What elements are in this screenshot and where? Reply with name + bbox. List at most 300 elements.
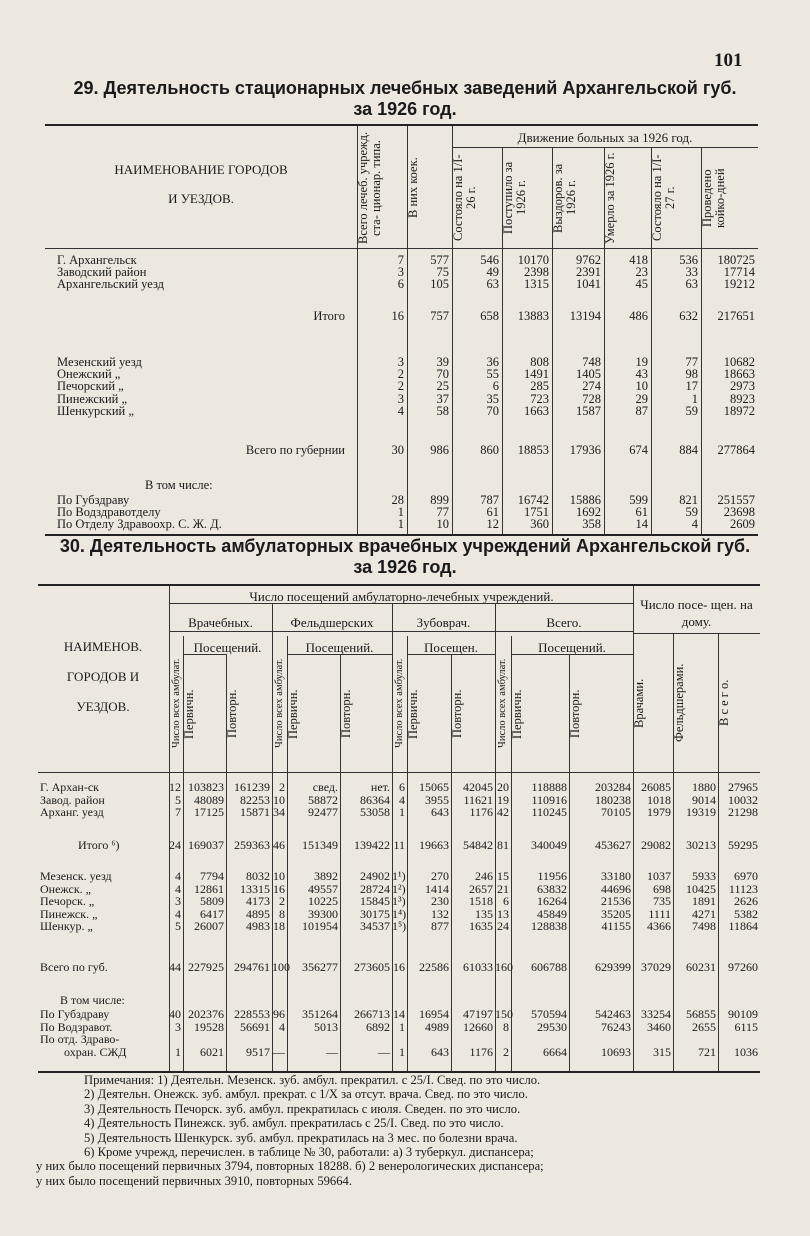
table-cell: 63 [486,277,499,292]
row-name: Печорск. „ [40,894,95,909]
table-cell: 12861 [194,881,224,896]
table-cell: 54842 [463,838,493,852]
table-cell: 19663 [419,838,449,852]
table-cell: 100 [272,960,290,974]
table-cell: 2609 [730,517,755,532]
table-cell: 58872 [308,792,338,807]
table-cell: 2626 [734,894,758,909]
table-cell: 2973 [730,379,755,394]
table30-visits-head: Посещений. [538,640,606,655]
table-cell: 86364 [360,792,390,807]
table-cell: 13194 [569,309,601,323]
table-cell: 27965 [728,780,758,794]
table-cell: 20 [497,780,509,794]
table-cell: 36 [486,355,499,369]
table30-repeat-head: Повторн. [450,689,464,739]
table-cell: 110245 [531,805,567,820]
row-name: По Отделу Здравоохр. С. Ж. Д. [57,517,222,532]
row-name: Пинежский „ [57,391,128,406]
table-cell: 30175 [360,906,390,921]
table-cell: 18 [273,919,285,934]
table-cell: 2655 [692,1019,716,1034]
table-cell: 55 [486,367,499,382]
table30-group-head: Зубоврач. [416,615,471,630]
table-cell: 10693 [601,1044,631,1059]
table-cell: 3 [397,391,404,406]
row-name: Завод. район [40,792,105,807]
table-row [45,266,758,278]
table-cell: 723 [530,391,549,406]
table-cell: 56855 [686,1007,716,1021]
table-cell: 16742 [517,493,549,507]
table-cell: 259363 [234,838,270,852]
table-cell: 4 [397,403,404,418]
table-cell: 2 [279,780,285,794]
table30-count-head: Число всех амбулат. [497,658,508,748]
table-cell: 1 [399,805,405,820]
table-cell: 10 [436,517,449,532]
table-row [45,405,758,417]
table30-primary-head: Первичн. [182,689,196,739]
page-number: 101 [714,50,743,71]
table-cell: 6417 [200,906,224,921]
row-name: Мезенск. уезд [40,869,112,883]
table-row [38,1046,760,1058]
table-row [38,870,760,882]
table-cell: 118888 [531,780,567,794]
table-cell: 10682 [723,355,755,369]
row-name: По Губздраву [57,493,130,507]
table-cell: 98 [685,367,698,382]
table-cell: 6664 [543,1044,567,1059]
table-cell: 45849 [537,906,567,921]
table-cell: 15 [497,869,509,883]
note-line: 6) Кроме учрежд, перечислен. в таблице № 30, работали: а) 3 туберкул. диспансера; [84,1145,534,1160]
table-cell: 340049 [531,838,567,852]
table-cell: 643 [431,1044,449,1059]
table-cell: 12660 [463,1019,493,1034]
table30-title [20,536,790,578]
table-cell: 16264 [537,894,567,909]
table-row [45,278,758,290]
table-cell: 2391 [576,265,601,280]
row-name: Итого [313,309,345,323]
table-cell: 9762 [576,253,601,267]
row-name: По Губздраву [40,1007,110,1021]
table-cell: 1891 [692,894,716,909]
table-row [45,356,758,368]
table-cell: 21298 [728,805,758,820]
table30-head-name [38,636,168,718]
table-cell: 3 [397,355,404,369]
table-cell: 24902 [360,869,390,883]
table-cell: 63 [685,277,698,292]
table-cell: 6021 [200,1044,224,1059]
table-cell: 274 [582,379,601,394]
table-cell: 59 [685,505,698,520]
table-cell: 87 [635,403,648,418]
table30-header-rule [38,772,760,773]
note-line: 5) Деятельность Шенкурск. зуб. амбул. прекратилась на 3 мес. по болезни врача. [84,1130,518,1145]
table-cell: 14 [393,1007,405,1021]
table-cell: 1²) [392,881,406,896]
table30-head-name-3: УЕЗДОВ. [76,699,130,714]
table-cell: — [378,1044,390,1059]
table-cell: свед. [312,780,338,794]
table29-subhead: Проведено койко-дней [700,168,727,228]
table-cell: 698 [653,881,671,896]
table-cell: 453627 [595,838,631,852]
table-cell: 6 [397,277,404,292]
table-row [45,393,758,405]
table-cell: 1176 [469,805,493,820]
table-cell: 41155 [601,919,631,934]
table-cell: 135 [475,906,493,921]
table-cell: 70105 [601,805,631,820]
table-cell: 266713 [354,1007,390,1021]
table29-title [20,78,790,120]
table-cell: 5809 [200,894,224,909]
table-cell: 59295 [728,838,758,852]
table30-head-name-1: НАИМЕНОВ. [63,639,143,654]
table-cell: 12 [486,517,499,532]
table30-repeat-head: Повторн. [225,689,239,739]
table30-header-rule [169,603,633,604]
table-cell: 599 [629,493,648,507]
table-cell: 1036 [734,1044,758,1059]
table-cell: 37029 [641,960,671,974]
table-cell: 8 [503,1019,509,1034]
table-cell: 11864 [728,919,758,934]
table-cell: 4 [399,792,405,807]
table-cell: 358 [582,517,601,532]
table-cell: 315 [653,1044,671,1059]
table-cell: 15871 [240,805,270,820]
table-cell: 860 [480,443,499,457]
table-cell: — [326,1044,338,1059]
table-cell: 19212 [723,277,755,292]
table-cell: 61033 [463,960,493,974]
table-cell: 35205 [601,906,631,921]
table-cell: 1037 [647,869,671,883]
table-cell: 103823 [188,780,224,794]
table29 [45,124,758,536]
table-cell: 97260 [728,960,758,974]
table30-count-head: Число всех амбулат. [274,658,285,748]
table-row [38,994,760,1006]
table-cell: 44 [169,960,181,974]
table30-visits-head: Посещений. [305,640,374,655]
table-cell: 536 [679,253,698,267]
table-cell: 1111 [648,906,671,921]
table29-header-rule [45,248,758,249]
table29-subhead: Поступило за 1926 г. [501,161,528,235]
table-cell: 4 [279,1019,285,1034]
table-cell: 92477 [308,805,338,820]
table-cell: 4 [175,869,181,883]
table-cell: 3892 [314,869,338,883]
table-cell: 1 [175,1044,181,1059]
table-cell: нет. [370,780,390,794]
table-cell: 8032 [246,869,270,883]
table-cell: 246 [475,869,493,883]
table-cell: 17714 [723,265,755,280]
table-cell: 58 [436,403,449,418]
table-cell: 29530 [537,1019,567,1034]
table-cell: 28724 [360,881,390,896]
table-cell: 986 [430,443,449,457]
table-cell: 7794 [200,869,224,883]
table-row [38,961,760,973]
table29-title-line2: за 1926 год. [353,99,457,119]
table-cell: 4271 [692,906,716,921]
table-cell: 6 [492,379,499,394]
table-row [38,883,760,895]
table-row [45,368,758,380]
table-cell: 11 [393,838,405,852]
table-cell: 4983 [246,919,270,934]
table-cell: 18853 [517,443,549,457]
table-cell: 13883 [517,309,549,323]
table-cell: 5013 [314,1019,338,1034]
table-cell: 3955 [425,792,449,807]
table-cell: 1018 [647,792,671,807]
table-cell: 1405 [576,367,601,382]
table-row [38,794,760,806]
table-cell: 29082 [641,838,671,852]
table29-subhead: Умерло за 1926 г. [603,152,617,244]
table-cell: 81 [497,838,509,852]
table-cell: 56691 [240,1019,270,1034]
table-cell: 48089 [194,792,224,807]
table-cell: 418 [629,253,648,267]
table-cell: 1635 [469,919,493,934]
table29-col-line [407,126,408,534]
table-cell: 21536 [601,894,631,909]
table-cell: 10032 [728,792,758,807]
table-cell: 10 [635,379,648,394]
row-name: По Водзравот. [40,1019,113,1034]
table30-home-head: В с е г о. [717,679,731,727]
table-cell: 4 [175,906,181,921]
table-cell: 21 [497,881,509,896]
table-cell: 70 [486,403,499,418]
table-cell: 629399 [595,960,631,974]
row-name: Мезенский уезд [57,355,142,369]
table-cell: 899 [430,493,449,507]
table-cell: 1315 [524,277,549,292]
table29-head-name-2: И УЕЗДОВ. [168,191,234,206]
table-cell: 1 [399,1044,405,1059]
table29-head-beds: В них коек. [406,157,420,219]
table-cell: 6892 [366,1019,390,1034]
table-cell: 49557 [308,881,338,896]
table-cell: 273605 [354,960,390,974]
table-cell: 10170 [517,253,549,267]
table30 [38,584,760,1073]
table-cell: 3 [175,1019,181,1034]
table-cell: 1¹) [392,869,406,883]
table-cell: 202376 [188,1007,224,1021]
table-cell: 7 [175,805,181,820]
table-cell: 787 [480,493,499,507]
table-cell: 228553 [234,1007,270,1021]
table-cell: 4366 [647,919,671,934]
row-name: Шенкур. „ [40,919,93,934]
table-cell: 77 [685,355,698,369]
table-cell: 217651 [717,309,755,323]
table-cell: 1 [691,391,698,406]
table-cell: 49 [486,265,499,280]
table-row [45,444,758,456]
table-cell: 44696 [601,881,631,896]
table-row [45,479,758,491]
table-cell: 47197 [463,1007,493,1021]
table-cell: 1⁴) [392,906,407,921]
table-cell: 18972 [723,403,755,418]
table-cell: 70 [436,367,449,382]
table-cell: 24 [497,919,509,934]
table-cell: 39300 [308,906,338,921]
table-cell: 7498 [692,919,716,934]
table-cell: 11123 [728,881,758,896]
table-cell: 1 [397,505,404,520]
table-cell: 17125 [194,805,224,820]
table-cell: 4173 [246,894,270,909]
table-cell: 821 [679,493,698,507]
table30-visits-head: Посещен. [424,640,478,655]
table-cell: 1 [397,517,404,532]
row-name: Арханг. уезд [40,805,104,820]
table-cell: 19528 [194,1019,224,1034]
table29-title-line1: 29. Деятельность стационарных лечебных заведений Архангельской губ. [73,78,737,98]
table-cell: 53058 [360,805,390,820]
table-cell: 15845 [360,894,390,909]
note-line: 2) Деятельн. Онежск. зуб. амбул. прекрат. с 1/X за отсут. врача. Свед. по это число. [84,1087,528,1102]
table-cell: 3460 [647,1019,671,1034]
table30-home-head: Врачами. [632,678,646,728]
table-cell: 90109 [728,1007,758,1021]
table-cell: 7 [397,253,404,267]
table30-count-head: Число всех амбулат. [171,658,182,748]
table-row [45,506,758,518]
table-cell: 139422 [354,838,390,852]
table-cell: 270 [431,869,449,883]
table-cell: 15886 [569,493,601,507]
table30-group-head: Всего. [546,615,582,630]
row-name: В том числе: [60,993,125,1007]
table-cell: 728 [582,391,601,406]
table30-primary-head: Первичн. [286,689,300,739]
note-line: у них было посещений первичных 3794, повторных 18288. б) 2 венерологических диспансера; [36,1159,544,1174]
table-row [38,1021,760,1033]
table-cell: 180725 [717,253,755,267]
table-cell: 12 [169,780,181,794]
table-cell: 25 [436,379,449,394]
table-cell: 1587 [576,403,601,418]
table-row [38,839,760,851]
table-cell: 28 [391,493,404,507]
table-row [45,310,758,322]
table29-header-rule [452,147,758,148]
table-cell: 33 [685,265,698,280]
table-cell: 76243 [601,1019,631,1034]
table-cell: 5 [175,919,181,934]
table-cell: 43 [635,367,648,382]
row-name: Итого ⁶) [78,838,120,852]
table30-head-visits: Число посещений амбулаторно-лечебных учреждений. [249,589,554,604]
table-cell: 877 [431,919,449,934]
note-line: у них было посещений первичных 3910, повторных 59664. [36,1173,352,1188]
notes [36,1073,776,1188]
table-cell: 33254 [641,1007,671,1021]
table-cell: 180238 [595,792,631,807]
table-row [38,781,760,793]
table-cell: 15065 [419,780,449,794]
table-cell: 16 [391,309,404,323]
note-line: 3) Деятельность Печорск. зуб. амбул. прекратилась с июля. Сведен. по это число. [84,1101,521,1116]
table-cell: 5933 [692,869,716,883]
table29-head-name [45,162,357,206]
table-cell: 169037 [188,838,224,852]
table-row [45,254,758,266]
table-cell: 884 [679,443,698,457]
table29-head-institutions: Всего лечеб. учрежд. ста- ционар. типа. [356,131,383,245]
table-row [45,380,758,392]
table-cell: 17936 [569,443,601,457]
table-cell: 23698 [723,505,755,520]
table30-group-head: Врачебных. [188,615,253,630]
table29-head-name-1: НАИМЕНОВАНИЕ ГОРОДОВ [114,162,288,177]
table-cell: 8923 [730,391,755,406]
table-cell: 3 [175,894,181,909]
table-row [38,895,760,907]
table-cell: 632 [679,309,698,323]
row-name: Печорский „ [57,379,124,394]
table30-header-rule [633,633,760,634]
table30-primary-head: Первичн. [510,689,524,739]
table-cell: 40 [169,1007,181,1021]
table-cell: 542463 [595,1007,631,1021]
table30-header-rule [169,631,633,632]
table-cell: 351264 [302,1007,338,1021]
table-cell: 2 [279,894,285,909]
table-cell: 128838 [531,919,567,934]
table30-repeat-head: Повторн. [568,689,582,739]
row-name: В том числе: [145,478,213,492]
table-cell: 285 [530,379,549,394]
table29-head-movement: Движение больных за 1926 год. [517,130,693,145]
table-cell: 203284 [595,780,631,794]
table30-title-line1: 30. Деятельность амбулаторных врачебных учреждений Архангельской губ. [59,536,751,556]
table-cell: 577 [430,253,449,267]
table-cell: 1⁵) [392,919,407,934]
table-cell: 96 [273,1007,285,1021]
table-cell: 30213 [686,838,716,852]
table-cell: 132 [431,906,449,921]
table-cell: 4 [691,517,698,532]
table30-home-head: Фельдшерами. [672,663,686,743]
table-cell: 82253 [240,792,270,807]
table-row [45,494,758,506]
table-cell: 4989 [425,1019,449,1034]
table-cell: 26085 [641,780,671,794]
row-name: охран. СЖД [64,1044,127,1059]
table-cell: 251557 [717,493,755,507]
table-row [45,518,758,530]
table-cell: 546 [480,253,499,267]
table29-subhead: Состояло на 1/I-26 г. [451,154,478,242]
